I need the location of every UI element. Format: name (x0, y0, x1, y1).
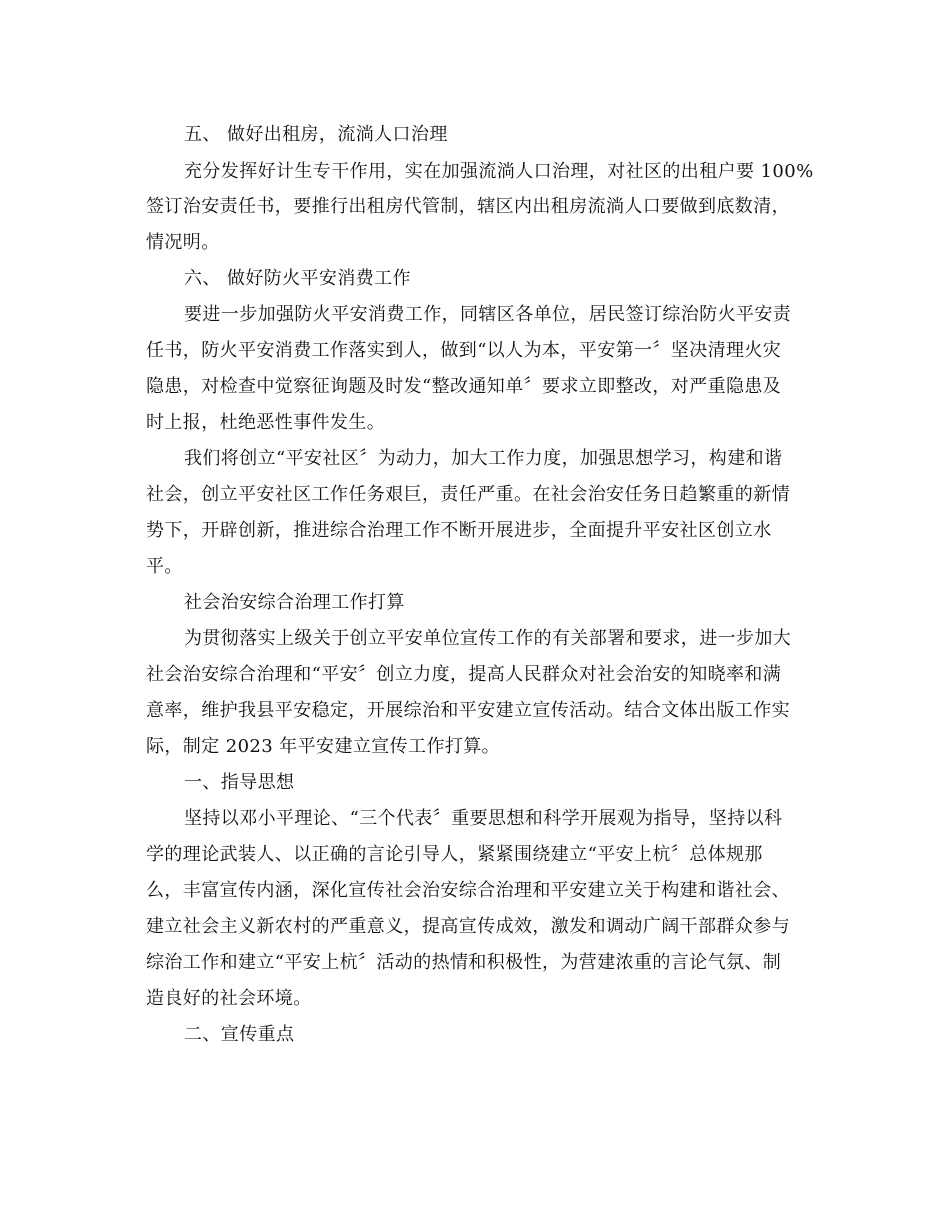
paragraph-line: 意率，维护我县平安稳定，开展综治和平安建立宣传活动。结合文体出版工作实 (146, 700, 790, 721)
paragraph-line: 隐患，对检查中觉察征询题及时发“整改通知单〞要求立即整改，对严重隐患及 (146, 376, 782, 397)
paragraph-line: 么，丰富宣传内涵，深化宣传社会治安综合治理和平安建立关于构建和谐社会、 (146, 880, 790, 901)
section-heading-5: 五、 做好出租房，流淌人口治理 (184, 124, 448, 145)
paragraph-line: 势下，开辟创新，推进综合治理工作不断开展进步，全面提升平安社区创立水 (146, 520, 772, 541)
paragraph-line: 我们将创立“平安社区〞为动力，加大工作力度，加强思想学习，构建和谐 (184, 448, 783, 469)
paragraph-line: 社会治安综合治理和“平安〞创立力度，提高人民群众对社会治安的知晓率和满 (146, 664, 782, 685)
section-heading-1: 一、指导思想 (184, 772, 295, 793)
paragraph-line: 际，制定 2023 年平安建立宣传工作打算。 (146, 736, 501, 757)
paragraph-line: 要进一步加强防火平安消费工作，同辖区各单位，居民签订综治防火平安责 (184, 304, 792, 325)
paragraph-line: 任书，防火平安消费工作落实到人，做到“以人为本，平安第一〞坚决清理火灾 (146, 340, 782, 361)
paragraph-line: 平。 (146, 556, 183, 577)
document-title: 社会治安综合治理工作打算 (184, 592, 405, 613)
paragraph-line: 坚持以邓小平理论、“三个代表〞重要思想和科学开展观为指导，坚持以科 (184, 808, 783, 829)
paragraph-line: 为贯彻落实上级关于创立平安单位宣传工作的有关部署和要求，进一步加大 (184, 628, 792, 649)
paragraph-line: 综治工作和建立“平安上杭〞活动的热情和积极性，为营建浓重的言论气氛、制 (146, 952, 782, 973)
paragraph-line: 签订治安责任书，要推行出租房代管制，辖区内出租房流淌人口要做到底数清， (146, 196, 790, 217)
section-heading-6: 六、 做好防火平安消费工作 (184, 268, 411, 289)
paragraph-line: 建立社会主义新农村的严重意义，提高宣传成效，激发和调动广阔干部群众参与 (146, 916, 790, 937)
paragraph-line: 社会，创立平安社区工作任务艰巨，责任严重。在社会治安任务日趋繁重的新情 (146, 484, 790, 505)
paragraph-line: 造良好的社会环境。 (146, 988, 312, 1009)
paragraph-line: 充分发挥好计生专干作用，实在加强流淌人口治理，对社区的出租户要 100% (184, 161, 814, 182)
paragraph-line: 学的理论武装人、以正确的言论引导人，紧紧围绕建立“平安上杭〞总体规那 (146, 844, 763, 865)
paragraph-line: 时上报，杜绝恶性事件发生。 (146, 412, 386, 433)
section-heading-2: 二、宣传重点 (184, 1024, 295, 1045)
paragraph-line: 情况明。 (146, 232, 220, 253)
